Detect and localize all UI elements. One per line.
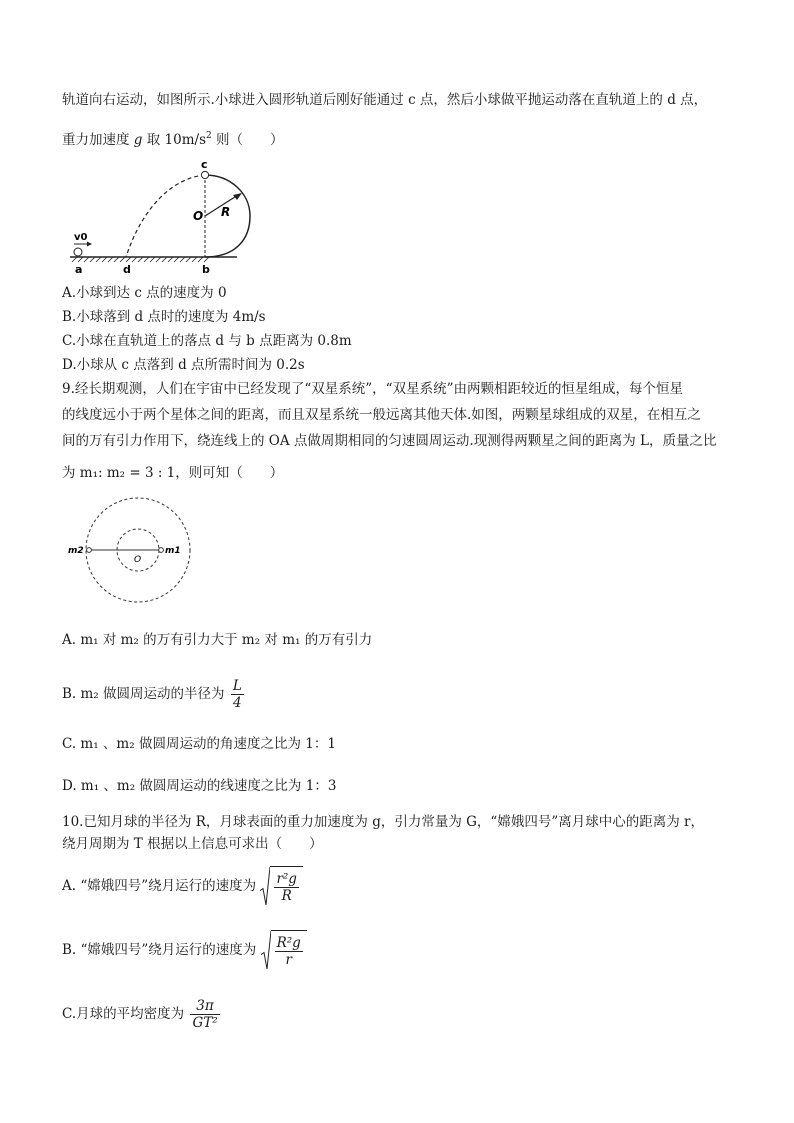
- q8-stem-line2-b: 取 10m/s: [142, 132, 206, 148]
- q8-stem-exp: 2: [206, 131, 212, 141]
- q9-option-c: C. m₁ 、m₂ 做圆周运动的角速度之比为 1：1: [62, 736, 336, 752]
- q8-stem-line2-a: 重力加速度: [62, 132, 134, 148]
- q8-stem-line1: 轨道向右运动，如图所示.小球进入圆形轨道后刚好能通过 c 点，然后小球做平抛运动落在直轨道上的 d 点，: [62, 92, 708, 108]
- q8-stem-line2-c: 则（ ）: [211, 132, 284, 148]
- q8-stem-line2: [62, 126, 284, 150]
- q10-option-a-sqrt: $\frac{\text{r²g}}{R}$: [260, 866, 303, 907]
- q8-track-figure: [62, 158, 272, 278]
- q8-label-d: d: [123, 263, 131, 276]
- q9-option-a: A. m₁ 对 m₂ 的万有引力大于 m₂ 对 m₁ 的万有引力: [62, 632, 373, 648]
- q9-stem-line2: 的线度远小于两个星体之间的距离，而且双星系统一般远离其他天体.如图，两颗星球组成的双星，在相互之: [62, 407, 701, 423]
- q9-option-b-text: B. m₂ 做圆周运动的半径为: [62, 686, 225, 702]
- q8-option-c: C.小球在直轨道上的落点 d 与 b 点距离为 0.8m: [62, 333, 352, 349]
- q10-option-b-text: B. “嫦娥四号”绕月运行的速度为: [62, 942, 257, 958]
- q8-label-a: a: [75, 263, 83, 276]
- q8-ball-at-c: [201, 171, 208, 178]
- q10-option-c-fraction: $\frac{3\pi}{\text{GT²}}$: [192, 998, 218, 1031]
- q9-option-b: [62, 676, 246, 712]
- q10-option-b: [62, 930, 307, 971]
- q9-option-d: D. m₁ 、m₂ 做圆周运动的线速度之比为 1：3: [62, 778, 337, 794]
- q9-label-O: O: [134, 555, 142, 565]
- q10-stem-line1: 10.已知月球的半径为 R，月球表面的重力加速度为 g，引力常量为 G，“嫦娥四号”离月球中心的距离为 r，: [62, 814, 704, 830]
- q8-label-c: c: [201, 158, 208, 171]
- q9-label-m2: m2: [68, 546, 84, 556]
- q8-option-a: A.小球到达 c 点的速度为 0: [62, 285, 227, 301]
- q9-binary-star-figure: [66, 496, 206, 608]
- q10-option-a: [62, 866, 303, 907]
- q9-stem-line4: 为 m₁: m₂ = 3 : 1，则可知（ ）: [62, 465, 284, 481]
- q9-stem-line1: 9.经长期观测，人们在宇宙中已经发现了“双星系统”，“双星系统”由两颗相距较近的恒星组成，每个恒星: [62, 381, 683, 397]
- q8-option-b: B.小球落到 d 点时的速度为 4m/s: [62, 309, 266, 325]
- q9-label-m1: m1: [165, 546, 181, 556]
- q10-option-a-text: A. “嫦娥四号”绕月运行的速度为: [62, 878, 257, 894]
- q8-label-R: R: [221, 205, 231, 219]
- q8-stem-g: g: [133, 132, 143, 148]
- q8-arrowhead: [233, 193, 242, 200]
- q8-label-O: O: [193, 209, 204, 223]
- q8-option-d: D.小球从 c 点落到 d 点所需时间为 0.2s: [62, 357, 305, 373]
- q8-label-v0: v0: [74, 232, 88, 243]
- q10-option-c: [62, 994, 222, 1034]
- q9-option-b-fraction: $\frac{L}{4}$: [232, 678, 242, 711]
- q10-option-b-sqrt: $\frac{\text{R²g}}{r}$: [261, 930, 307, 971]
- q9-stem-line3: 间的万有引力作用下，绕连线上的 OA 点做周期相同的匀速圆周运动.现测得两颗星之间的距离为 L，质量之比: [62, 433, 717, 449]
- q9-star-m2: [87, 548, 92, 553]
- q9-star-m1: [159, 548, 164, 553]
- q8-ball-at-a: [74, 248, 82, 256]
- q10-option-c-text: C.月球的平均密度为: [62, 1006, 185, 1022]
- q8-label-b: b: [202, 263, 210, 276]
- q10-stem-line2: 绕月周期为 T 根据以上信息可求出（ ）: [62, 836, 323, 852]
